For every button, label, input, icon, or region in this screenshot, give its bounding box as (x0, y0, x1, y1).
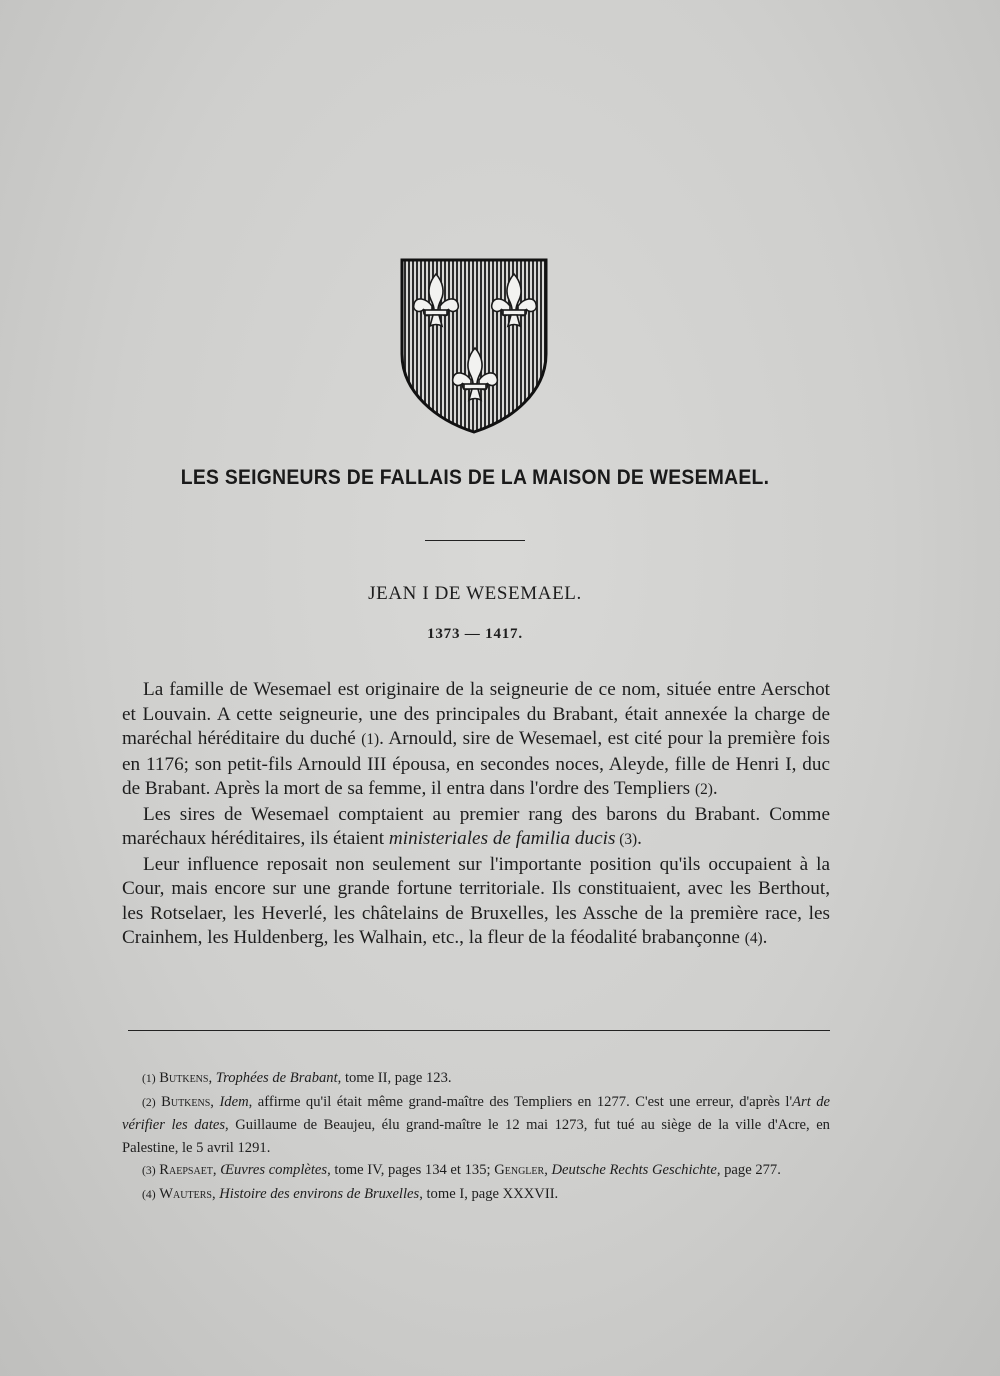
footnote: (3) Raepsaet, Œuvres complètes, tome IV, pages 134 et 135; Gengler, Deutsche Rechts Geschichte, page 277. (142, 1162, 781, 1178)
footnote-ref[interactable]: (3) (615, 831, 638, 848)
footnote-ref[interactable]: (2) (694, 781, 713, 798)
paragraph: Les sires de Wesemael comptaient au premier rang des barons du Brabant. Comme maréchaux héréditaires, ils étaient ministeriales de familia ducis (3). (122, 803, 830, 849)
section-dates: 1373 — 1417. (427, 626, 523, 642)
title-divider (425, 540, 525, 541)
footnote: (2) Butkens, Idem, affirme qu'il était même grand-maître des Templiers en 1277. C'est une erreur, d'après l'Art de vérifier les dates, Guillaume de Beaujeu, élu grand-maître le 12 mai 1273, fut tué au siège de la ville d'Acre, en Palestine, le 5 avril 1291. (122, 1093, 831, 1156)
footnotes (122, 1067, 830, 1206)
footnote-ref[interactable]: (4) (744, 930, 763, 947)
paragraph: La famille de Wesemael est originaire de la seigneurie de ce nom, située entre Aerschot et Louvain. A cette seigneurie, une des principales du Brabant, était annexée la charge de maréchal héréditaire du duché (1). Arnould, sire de Wesemael, est cité pour la première fois en 1176; son petit-fils Arnould III épousa, en secondes noces, Aleyde, fille de Henri I, duc de Brabant. Après la mort de sa femme, il entra dans l'ordre des Templiers (2). (122, 679, 830, 799)
footnote-divider (128, 1030, 830, 1031)
body-text (122, 678, 830, 952)
footnote: (1) Butkens, Trophées de Brabant, tome II, page 123. (142, 1070, 452, 1086)
footnote-ref[interactable]: (1) (361, 731, 380, 748)
paragraph: Leur influence reposait non seulement sur l'importante position qu'ils occupaient à la Cour, mais encore sur une grande fortune territoriale. Ils constituaient, avec les Berthout, les Rotselaer, les Heverlé, les châtelains de Bruxelles, les Assche de la première race, les Crainhem, les Huldenberg, les Walhain, etc., la fleur de la féodalité brabançonne (4). (122, 853, 830, 948)
page-title: LES SEIGNEURS DE FALLAIS DE LA MAISON DE WESEMAEL. (180, 466, 770, 489)
coat-of-arms-icon (400, 258, 548, 434)
section-title: JEAN I DE WESEMAEL. (368, 583, 582, 604)
footnote: (4) Wauters, Histoire des environs de Bruxelles, tome I, page XXXVII. (142, 1185, 559, 1202)
